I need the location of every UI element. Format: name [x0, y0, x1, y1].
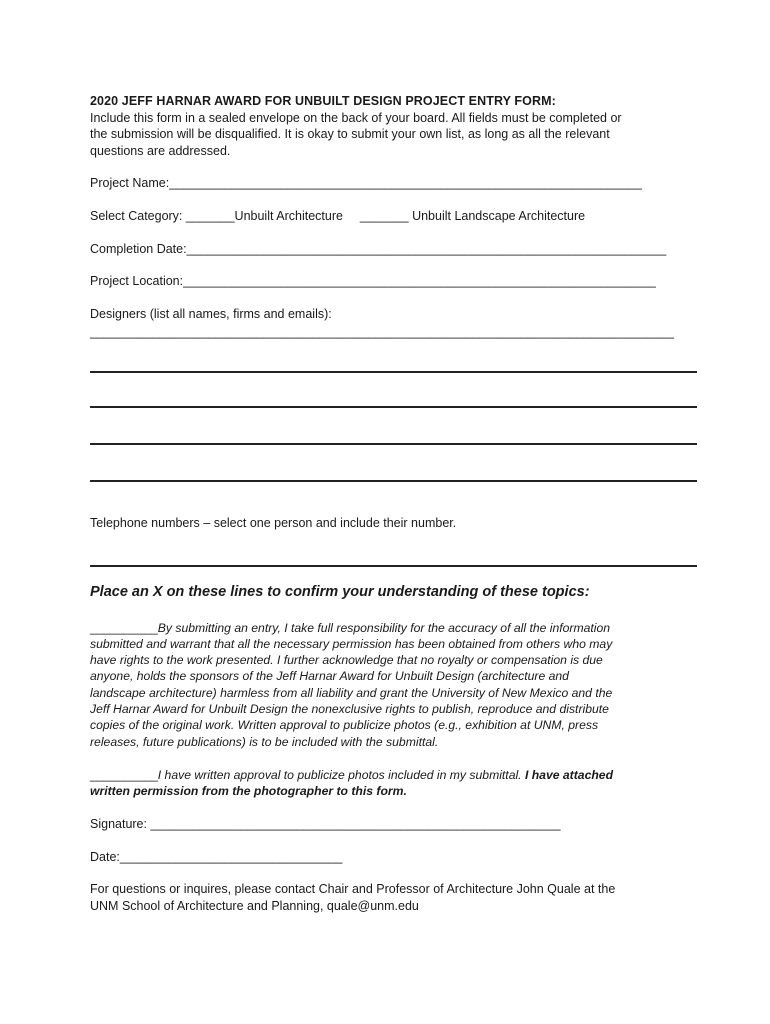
designers-line-5[interactable] [90, 480, 697, 482]
project-location-field[interactable]: Project Location:____________________________________________________________________ [90, 274, 656, 288]
item1-line-5: landscape architecture) harmless from all liability and grant the University of New Mexico and the [90, 686, 613, 700]
telephone-line[interactable] [90, 565, 697, 567]
project-name-field[interactable]: Project Name:____________________________________________________________________ [90, 176, 642, 190]
item1-line-3: have rights to the work presented. I further acknowledge that no royalty or compensation is due [90, 653, 603, 667]
confirm-item-2 [90, 767, 613, 783]
item2-text: I have written approval to publicize photos included in my submittal. [157, 768, 525, 782]
intro-line-3: questions are addressed. [90, 144, 231, 158]
category-option-landscape: Unbuilt Landscape Architecture [412, 209, 586, 223]
form-title: 2020 JEFF HARNAR AWARD FOR UNBUILT DESIGN PROJECT ENTRY FORM: [90, 94, 556, 108]
completion-date-field[interactable]: Completion Date:_____________________________________________________________________ [90, 242, 667, 256]
category-blank-landscape[interactable]: _______ [359, 209, 409, 223]
designers-line-2[interactable] [90, 371, 697, 373]
item1-line-1: By submitting an entry, I take full responsibility for the accuracy of all the information [157, 621, 611, 635]
intro-line-2: the submission will be disqualified. It is okay to submit your own list, as long as all the relevant [90, 127, 610, 141]
category-option-architecture: Unbuilt Architecture [234, 209, 343, 223]
item1-line-8: releases, future publications) is to be included with the submittal. [90, 735, 439, 749]
telephone-label: Telephone numbers – select one person and include their number. [90, 516, 457, 530]
confirm-heading: Place an X on these lines to confirm your understanding of these topics: [90, 584, 590, 600]
designers-line-4[interactable] [90, 443, 697, 445]
item1-line-4: anyone, holds the sponsors of the Jeff Harnar Award for Unbuilt Design (architecture and [90, 669, 569, 683]
item2-bold-1: I have attached [524, 768, 614, 782]
confirm-item-1-blank[interactable]: __________ [90, 621, 158, 635]
contact-line-1: For questions or inquires, please contact Chair and Professor of Architecture John Quale at the [90, 882, 616, 896]
confirm-item-2-blank[interactable]: __________ [90, 768, 158, 782]
designers-label: Designers (list all names, firms and emails): [90, 307, 332, 321]
item1-line-7: copies of the original work. Written approval to publicize photos (e.g., exhibition at UNM, press [90, 718, 599, 732]
item1-line-2: submitted and warrant that all the necessary permission has been obtained from others who may [90, 637, 613, 651]
signature-field[interactable]: Signature: ___________________________________________________________ [90, 817, 561, 831]
date-field[interactable]: Date:________________________________ [90, 850, 343, 864]
confirm-item-1 [90, 620, 610, 636]
designers-line-1[interactable]: ____________________________________________________________________________________ [90, 325, 674, 339]
confirm-item-2-line-2 [90, 783, 407, 799]
item2-bold-2: written permission from the photographer to this form. [90, 784, 407, 798]
intro-line-1: Include this form in a sealed envelope on the back of your board. All fields must be completed or [90, 111, 622, 125]
category-prefix[interactable]: Select Category: _______ [90, 209, 235, 223]
contact-line-2: UNM School of Architecture and Planning, quale@unm.edu [90, 899, 419, 913]
category-field[interactable] [90, 208, 585, 225]
designers-line-3[interactable] [90, 406, 697, 408]
item1-line-6: Jeff Harnar Award for Unbuilt Design the nonexclusive rights to publish, reproduce and distribute [90, 702, 609, 716]
